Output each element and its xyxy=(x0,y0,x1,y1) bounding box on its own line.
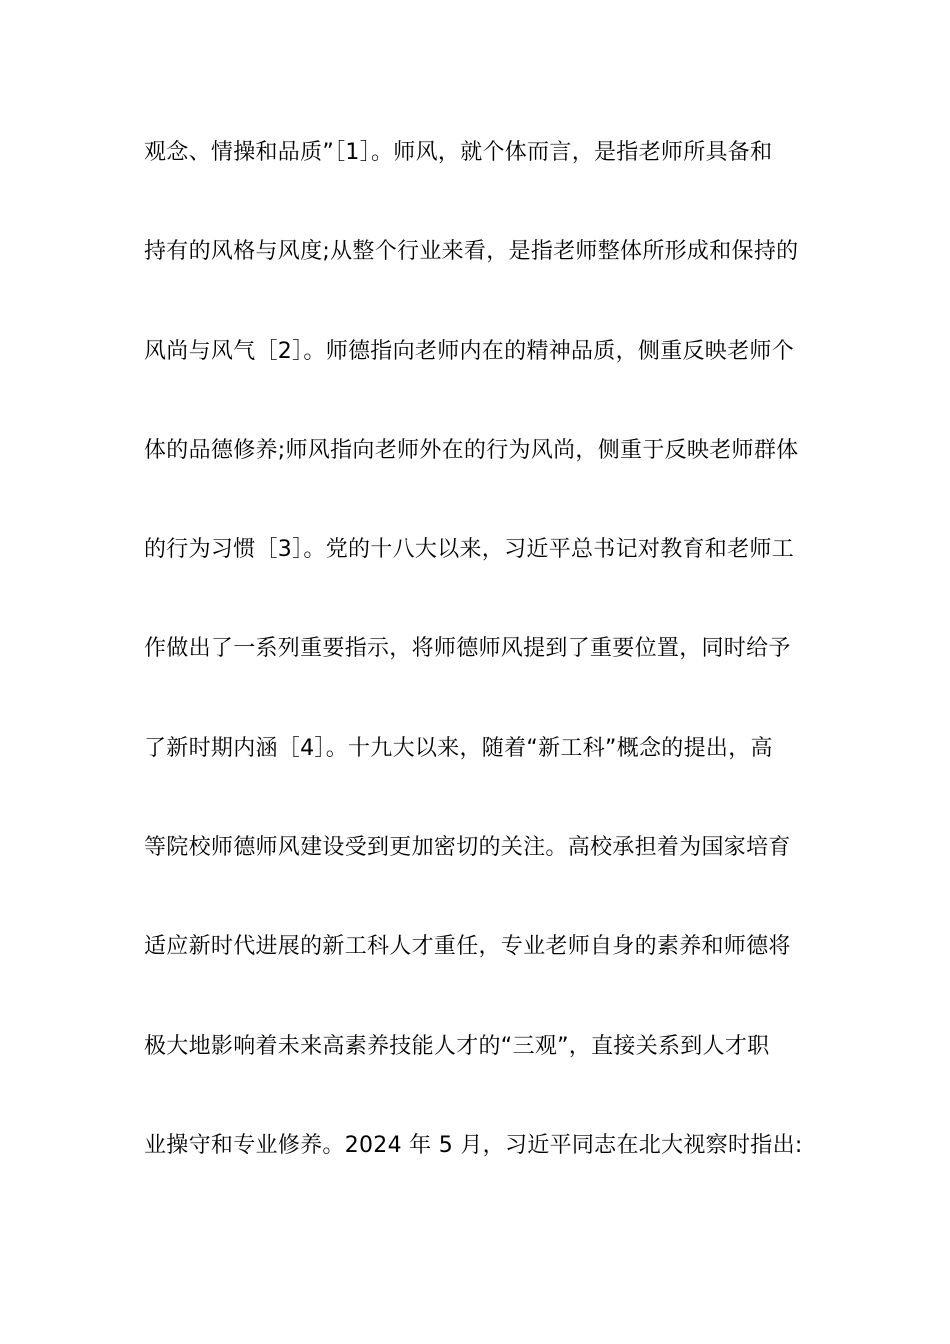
text-line: 等院校师德师风建设受到更加密切的关注。高校承担着为国家培育 xyxy=(144,835,791,861)
text-line: 业操守和专业修养。2024 年 5 月，习近平同志在北大视察时指出: xyxy=(144,1132,803,1158)
text-line: 风尚与风气［2］。师德指向老师内在的精神品质，侧重反映老师个 xyxy=(144,338,794,364)
text-line: 体的品德修养;师风指向老师外在的行为风尚，侧重于反映老师群体 xyxy=(144,437,799,463)
text-line: 了新时期内涵［4］。十九大以来，随着“新工科”概念的提出，高 xyxy=(144,735,773,761)
body-paragraph xyxy=(144,133,809,1225)
text-line: 观念、情操和品质”［1］。师风，就个体而言，是指老师所具备和 xyxy=(144,140,773,165)
text-line: 极大地影响着未来高素养技能人才的“三观”，直接关系到人才职 xyxy=(144,1033,770,1059)
text-line: 作做出了一系列重要指示，将师德师风提到了重要位置，同时给予 xyxy=(144,636,791,662)
text-line: 持有的风格与风度;从整个行业来看，是指老师整体所形成和保持的 xyxy=(144,239,799,265)
text-line: 的行为习惯［3］。党的十八大以来，习近平总书记对教育和老师工 xyxy=(144,537,794,563)
text-line: 适应新时代进展的新工科人才重任，专业老师自身的素养和师德将 xyxy=(144,934,791,960)
